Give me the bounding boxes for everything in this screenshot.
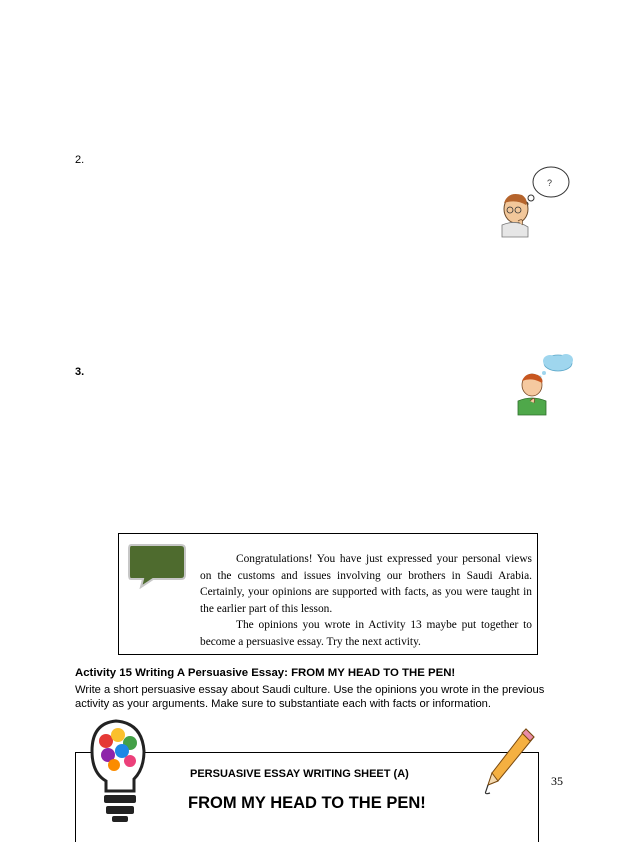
item-number-3: 3. xyxy=(75,366,85,378)
activity-title: Activity 15 Writing A Persuasive Essay: FROM MY HEAD TO THE PEN! xyxy=(75,667,456,679)
sheet-subtitle: PERSUASIVE ESSAY WRITING SHEET (A) xyxy=(190,768,409,780)
lightbulb-head-illustration xyxy=(78,717,152,826)
svg-text:?: ? xyxy=(547,178,553,188)
congratulations-text xyxy=(200,551,532,650)
thinking-boy-illustration xyxy=(512,351,578,417)
note-paragraph-1: Congratulations! You have just expressed your personal views on the customs and issues involving our brothers in Saudi Arabia. Certainly, your opinions are supported with facts, as you were taught in the earlier part of this lesson. xyxy=(200,553,532,615)
pencil-illustration xyxy=(482,725,538,795)
page-number: 35 xyxy=(551,774,563,788)
item-number-2: 2. xyxy=(75,154,85,166)
activity-instructions: Write a short persuasive essay about Saudi culture. Use the opinions you wrote in the previous activity as your arguments. Make sure to substantiate each with facts or information. xyxy=(75,684,545,710)
thinking-man-illustration xyxy=(498,163,578,238)
sheet-title: FROM MY HEAD TO THE PEN! xyxy=(188,794,426,812)
speech-bubble-icon xyxy=(127,543,187,589)
note-paragraph-2: The opinions you wrote in Activity 13 maybe put together to become a persuasive essay. Try the next activity. xyxy=(200,619,532,648)
